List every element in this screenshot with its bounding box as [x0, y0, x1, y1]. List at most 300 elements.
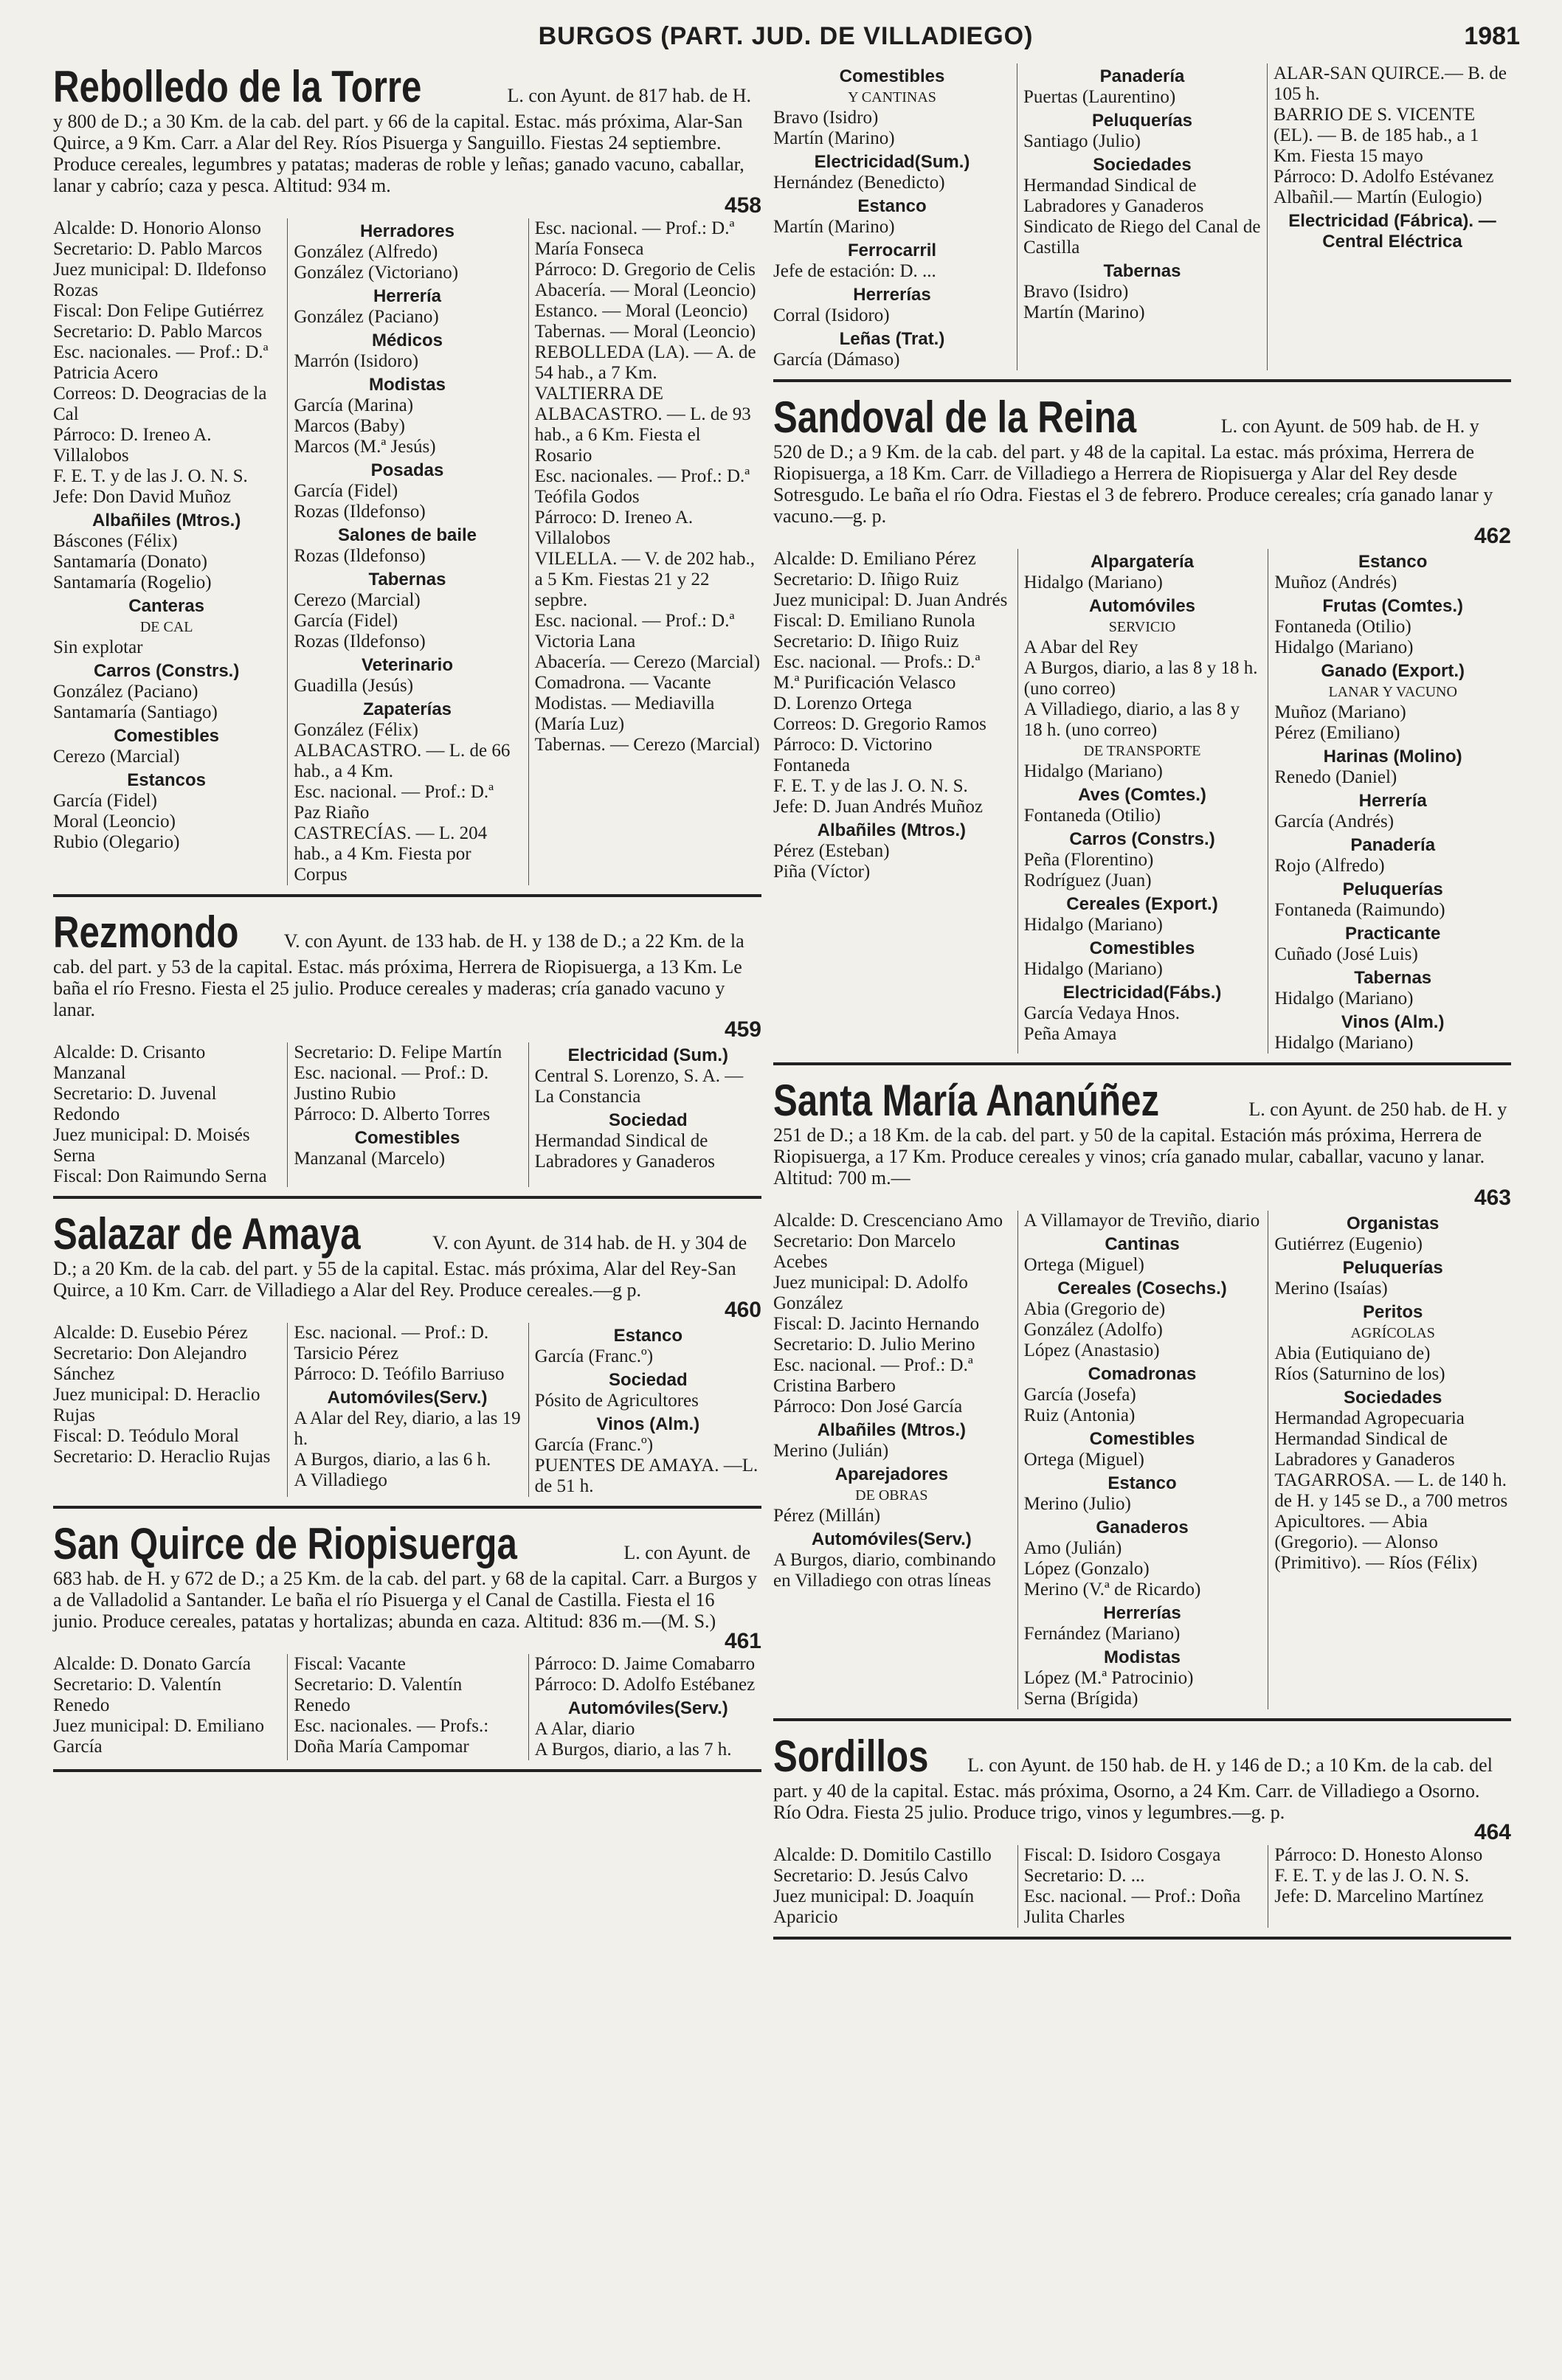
trade-heading: Albañiles (Mtros.)	[817, 1420, 967, 1440]
entry-code: 462	[1473, 524, 1511, 548]
listing-line: González (Victoriano)	[294, 263, 459, 283]
listing-line: Esc. nacional. — Prof.: D. Tarsicio Pérez	[294, 1323, 489, 1363]
entry-header	[773, 1077, 1511, 1189]
listing-line: D. Lorenzo Ortega	[773, 693, 913, 713]
listing-line: Serna (Brígida)	[1023, 1689, 1138, 1709]
listing-line: Secretario: D. Valentín Renedo	[294, 1675, 463, 1715]
town-name: Sordillos	[773, 1732, 929, 1781]
listing-column	[1268, 1211, 1511, 1709]
trade-heading: Electricidad(Fábs.)	[1062, 983, 1222, 1003]
listing-line: Esc. nacional. — Profs.: D.ª M.ª Purificación Velasco	[773, 652, 981, 693]
listing-line: Secretario: D. Valentín Renedo	[53, 1675, 221, 1715]
listing-column	[528, 1323, 761, 1497]
listing-line: Esc. nacional. — Prof.: D.ª Paz Riaño	[294, 782, 494, 823]
listing-line: Jefe: D. Juan Andrés Muñoz	[773, 797, 983, 817]
listing-line: García (Franc.º)	[534, 1435, 654, 1455]
listing-line: Rozas (Ildefonso)	[294, 546, 426, 566]
listing-line: López (M.ª Patrocinio)	[1023, 1668, 1194, 1688]
trade-heading: Tabernas	[1103, 261, 1181, 281]
listing-line: Ortega (Miguel)	[1023, 1255, 1144, 1275]
trade-subheading: LANAR Y VACUNO	[1328, 684, 1457, 700]
listing-line: Fiscal: D. Teódulo Moral	[53, 1426, 239, 1446]
listing-line: Esc. nacionales. — Prof.: D.ª Teófila Godos	[534, 466, 750, 507]
trade-subheading: SERVICIO	[1108, 619, 1176, 635]
trade-heading: Cereales (Cosechs.)	[1057, 1279, 1227, 1298]
listing-line: Rubio (Olegario)	[53, 832, 180, 852]
trade-heading: Comestibles	[839, 66, 945, 86]
listing-line: Corral (Isidoro)	[773, 305, 890, 325]
listing-line: A Burgos, diario, a las 6 h.	[294, 1450, 491, 1470]
town-name: San Quirce de Riopisuerga	[53, 1519, 517, 1568]
listing-column	[773, 1211, 1010, 1709]
listing-column	[1268, 549, 1511, 1054]
trade-heading: Automóviles(Serv.)	[567, 1698, 728, 1718]
listing-line: Correos: D. Deogracias de la Cal	[53, 384, 267, 424]
trade-heading: Ganaderos	[1096, 1518, 1189, 1537]
listing-line: Secretario: D. Iñigo Ruiz	[773, 632, 959, 651]
listing-line: Ríos (Saturnino de los)	[1274, 1364, 1445, 1384]
entry-code: 461	[724, 1629, 761, 1653]
entry-code: 459	[724, 1017, 761, 1042]
entry-columns	[53, 1654, 761, 1760]
listing-line: Juez municipal: D. Emiliano García	[53, 1716, 265, 1757]
listing-line: CASTRECÍAS. — L. 204 hab., a 4 Km. Fiesta por Corpus	[294, 823, 488, 885]
listing-line: Abia (Eutiquiano de)	[1274, 1343, 1431, 1363]
divider	[53, 1196, 761, 1199]
trade-heading: Peluquerías	[1091, 111, 1193, 131]
continued-listing	[773, 63, 1511, 370]
listing-line: A Abar del Rey	[1023, 637, 1138, 657]
trade-heading: Estanco	[1107, 1473, 1177, 1493]
listing-line: Fontaneda (Raimundo)	[1274, 900, 1445, 920]
divider	[773, 1937, 1511, 1940]
listing-line: González (Paciano)	[294, 307, 439, 327]
listing-line: Muñoz (Mariano)	[1274, 702, 1406, 722]
listing-line: Muñoz (Andrés)	[1274, 572, 1397, 592]
town-entry	[53, 63, 761, 897]
listing-line: Secretario: D. Jesús Calvo	[773, 1866, 968, 1886]
trade-heading: Peluquerías	[1342, 879, 1443, 899]
listing-line: Rozas (Ildefonso)	[294, 632, 426, 651]
listing-line: Estanco. — Moral (Leoncio)	[534, 301, 748, 321]
page-header	[52, 22, 1520, 59]
listing-column	[1267, 63, 1511, 370]
listing-line: TAGARROSA. — L. de 140 h. de H. y 145 se D., a 700 metros	[1274, 1470, 1508, 1511]
trade-heading: Sociedades	[1093, 155, 1192, 175]
town-description: L. con Ayunt. de 150 hab. de H. y 146 de D.; a 10 Km. de la cab. del part. y 40 de la capital. Estac. más próxima, Osorno, a 24 Km. Carr. de Villadiego a Osorno. Río Odra. Fiesta 25 julio. Produce trigo, vinos y legumbres.—g. p.	[773, 1754, 1493, 1823]
listing-line: Párroco: D. Adolfo Estébanez	[534, 1675, 756, 1695]
listing-line: Secretario: Don Marcelo Acebes	[773, 1231, 956, 1272]
trade-heading: Cereales (Export.)	[1066, 894, 1218, 914]
trade-heading: Automóviles(Serv.)	[811, 1529, 972, 1549]
listing-column	[1268, 1845, 1511, 1928]
listing-line: Hidalgo (Mariano)	[1023, 915, 1163, 935]
listing-line: Esc. nacional. — Prof.: D.ª Victoria Lana	[534, 611, 735, 651]
trade-heading: Practicante	[1344, 924, 1441, 944]
listing-line: Bravo (Isidro)	[1023, 282, 1129, 302]
listing-line: Esc. nacionales. — Prof.: D.ª Patricia Acero	[53, 342, 269, 383]
listing-line: Juez municipal: D. Heraclio Rujas	[53, 1385, 260, 1425]
listing-line: González (Alfredo)	[294, 242, 438, 262]
listing-column	[528, 1042, 761, 1187]
left-column	[53, 63, 761, 1784]
listing-line: Rodríguez (Juan)	[1023, 871, 1152, 890]
listing-line: Párroco: D. Jaime Comabarro	[534, 1654, 756, 1674]
listing-line: García (Fidel)	[294, 611, 398, 631]
listing-line: Marcos (Baby)	[294, 416, 405, 436]
town-description: L. con Ayunt. de 817 hab. de H. y 800 de D.; a 30 Km. de la cab. del part. y 66 de la capital. Estac. más próxima, Alar-San Quirce, a 9 Km. Carr. a Alar del Rey. Ríos Pisuerga y Sanguillo. Fiestas 24 septiembre. Produce cereales, legumbres y patatas; maderas de roble y leñas; ganado vacuno, caballar, lanar y cabrío; caza y pesca. Altitud: 934 m.	[53, 85, 751, 196]
listing-line: Cerezo (Marcial)	[294, 590, 421, 610]
listing-line: Secretario: Don Alejandro Sánchez	[53, 1343, 247, 1384]
trade-subheading: DE CAL	[139, 619, 193, 635]
trade-heading: Médicos	[371, 331, 443, 350]
trade-heading: Carros (Constrs.)	[1069, 829, 1215, 849]
listing-column	[287, 218, 520, 885]
listing-column	[528, 1654, 761, 1760]
trade-subheading: DE OBRAS	[855, 1487, 928, 1504]
entry-code: 458	[724, 193, 761, 218]
trade-heading: Estanco	[857, 196, 927, 216]
entry-header	[53, 909, 761, 1020]
listing-line: Juez municipal: D. Moisés Serna	[53, 1125, 250, 1166]
listing-line: Hernández (Benedicto)	[773, 173, 945, 193]
listing-line: Bravo (Isidro)	[773, 108, 879, 128]
listing-line: García (Marina)	[294, 395, 414, 415]
trade-heading: Estanco	[1358, 552, 1428, 572]
listing-line: Puertas (Laurentino)	[1023, 87, 1176, 107]
trade-heading: Comestibles	[114, 726, 220, 746]
trade-heading: Zapaterías	[362, 699, 452, 719]
divider	[53, 1506, 761, 1509]
listing-line: Secretario: D. ...	[1023, 1866, 1145, 1886]
listing-line: Esc. nacionales. — Profs.: Doña María Campomar	[294, 1716, 489, 1757]
listing-line: Jefe de estación: D. ...	[773, 261, 936, 281]
listing-line: Albañil.— Martín (Eulogio)	[1274, 187, 1482, 207]
trade-heading: Herrería	[373, 286, 442, 306]
listing-line: Secretario: D. Felipe Martín	[294, 1042, 502, 1062]
town-name: Rebolledo de la Torre	[53, 62, 422, 111]
trade-heading: Automóviles(Serv.)	[327, 1388, 488, 1408]
listing-line: Tabernas. — Moral (Leoncio)	[534, 322, 756, 342]
listing-line: Juez municipal: D. Juan Andrés	[773, 590, 1008, 610]
divider	[53, 894, 761, 897]
listing-line: Abacería. — Moral (Leoncio)	[534, 280, 756, 300]
entry-columns	[53, 1042, 761, 1187]
listing-line: Santamaría (Rogelio)	[53, 572, 212, 592]
listing-line: Fiscal: Don Raimundo Serna	[53, 1166, 267, 1186]
listing-line: PUENTES DE AMAYA. —L. de 51 h.	[534, 1456, 758, 1496]
listing-line: Fernández (Mariano)	[1023, 1624, 1181, 1644]
listing-line: BARRIO DE S. VICENTE (EL). — B. de 185 hab., a 1 Km. Fiesta 15 mayo	[1274, 105, 1479, 166]
listing-line: Jefe: Don David Muñoz	[53, 487, 231, 507]
listing-line: F. E. T. y de las J. O. N. S.	[1274, 1866, 1470, 1886]
listing-line: Fontaneda (Otilio)	[1023, 806, 1161, 826]
listing-line: Juez municipal: D. Ildefonso Rozas	[53, 260, 266, 300]
trade-heading: Panadería	[1350, 835, 1436, 855]
listing-line: Martín (Marino)	[773, 217, 895, 237]
listing-line: García Vedaya Hnos.	[1023, 1003, 1180, 1023]
trade-heading: Comestibles	[354, 1128, 460, 1148]
listing-line: Merino (V.ª de Ricardo)	[1023, 1580, 1201, 1599]
listing-line: Fiscal: D. Jacinto Hernando	[773, 1314, 980, 1334]
listing-line: García (Josefa)	[1023, 1385, 1136, 1405]
trade-heading: Frutas (Comtes.)	[1322, 596, 1464, 616]
listing-line: Amo (Julián)	[1023, 1538, 1122, 1558]
town-name: Santa María Ananúñez	[773, 1076, 1160, 1125]
trade-heading: Veterinario	[361, 655, 454, 675]
entry-header	[773, 394, 1511, 527]
listing-line: ALBACASTRO. — L. de 66 hab., a 4 Km.	[294, 741, 511, 781]
listing-line: García (Dámaso)	[773, 350, 900, 370]
listing-column	[1017, 63, 1261, 370]
page-number: 1981	[1464, 22, 1520, 50]
divider	[773, 1718, 1511, 1721]
listing-line: VILELLA. — V. de 202 hab., a 5 Km. Fiestas 21 y 22 sepbre.	[534, 549, 755, 610]
listing-line: A Villadiego, diario, a las 8 y 18 h. (uno correo)	[1023, 699, 1240, 740]
listing-line: Párroco: D. Victorino Fontaneda	[773, 735, 933, 775]
town-name: Salazar de Amaya	[53, 1209, 361, 1259]
listing-line: Central S. Lorenzo, S. A. — La Constancia	[534, 1066, 744, 1107]
listing-line: Pérez (Millán)	[773, 1506, 881, 1526]
trade-heading: Peluquerías	[1342, 1258, 1443, 1278]
trade-heading: Organistas	[1346, 1214, 1440, 1234]
listing-column	[287, 1323, 520, 1497]
trade-heading: Electricidad (Sum.)	[567, 1045, 729, 1065]
listing-line: A Burgos, diario, a las 8 y 18 h. (uno correo)	[1023, 658, 1258, 699]
listing-line: Párroco: D. Adolfo Estévanez	[1274, 167, 1494, 187]
listing-line: Sindicato de Riego del Canal de Castilla	[1023, 217, 1261, 257]
trade-heading: Comestibles	[1089, 1429, 1195, 1449]
listing-line: González (Paciano)	[53, 682, 198, 702]
listing-line: Alcalde: D. Domitilo Castillo	[773, 1845, 992, 1865]
listing-line: García (Franc.º)	[534, 1346, 654, 1366]
listing-line: Merino (Isaías)	[1274, 1279, 1388, 1298]
running-title: BURGOS (PART. JUD. DE VILLADIEGO)	[538, 22, 1034, 50]
listing-line: Hermandad Sindical de Labradores y Ganaderos	[1274, 1429, 1455, 1470]
listing-line: F. E. T. y de las J. O. N. S.	[773, 776, 968, 796]
listing-column	[773, 549, 1010, 1054]
listing-line: Secretario: D. Iñigo Ruiz	[773, 570, 959, 589]
listing-line: García (Fidel)	[53, 791, 157, 811]
entry-code: 460	[724, 1298, 761, 1322]
trade-heading: Canteras	[128, 596, 205, 616]
entry-columns	[773, 1211, 1511, 1709]
listing-line: Hermandad Sindical de Labradores y Ganaderos	[1023, 176, 1204, 216]
entry-columns	[53, 1323, 761, 1497]
trade-heading: Albañiles (Mtros.)	[91, 511, 241, 530]
trade-heading: Comestibles	[1089, 938, 1195, 958]
listing-column	[1017, 1845, 1261, 1928]
trade-heading: Modistas	[1104, 1647, 1181, 1667]
listing-column	[287, 1042, 520, 1187]
divider	[773, 1062, 1511, 1065]
listing-line: Alcalde: D. Honorio Alonso	[53, 218, 261, 238]
trade-heading: Electricidad (Fábrica). — Central Eléctrica	[1288, 211, 1496, 252]
listing-line: Alcalde: D. Donato García	[53, 1654, 251, 1674]
listing-column	[53, 218, 280, 885]
town-entry	[773, 1077, 1511, 1721]
town-entry	[773, 394, 1511, 1065]
listing-column	[287, 1654, 520, 1760]
listing-line: Secretario: D. Pablo Marcos	[53, 322, 263, 342]
listing-line: Esc. nacional. — Prof.: D.ª Cristina Barbero	[773, 1355, 973, 1396]
listing-line: Hidalgo (Mariano)	[1274, 1033, 1414, 1053]
trade-heading: Leñas (Trat.)	[839, 329, 945, 349]
trade-heading: Alpargatería	[1090, 552, 1195, 572]
trade-heading: Comadronas	[1088, 1364, 1197, 1384]
listing-line: Jefe: D. Marcelino Martínez	[1274, 1886, 1484, 1906]
listing-column	[1017, 1211, 1261, 1709]
listing-line: Fiscal: D. Emiliano Runola	[773, 611, 975, 631]
listing-line: Párroco: D. Ireneo A. Villalobos	[53, 425, 212, 466]
listing-line: Rojo (Alfredo)	[1274, 856, 1385, 876]
listing-line: Párroco: D. Alberto Torres	[294, 1104, 491, 1124]
trade-heading: Herrerías	[853, 285, 931, 305]
trade-subheading: DE TRANSPORTE	[1083, 743, 1201, 759]
trade-heading: Peritos	[1362, 1302, 1423, 1322]
trade-heading: Herrerías	[1103, 1603, 1181, 1623]
listing-line: González (Félix)	[294, 720, 419, 740]
entry-columns	[53, 218, 761, 885]
listing-line: Gutiérrez (Eugenio)	[1274, 1234, 1423, 1254]
listing-line: Cerezo (Marcial)	[53, 747, 180, 767]
listing-line: Comadrona. — Vacante	[534, 673, 711, 693]
entry-header	[53, 63, 761, 196]
listing-line: REBOLLEDA (LA). — A. de 54 hab., a 7 Km.	[534, 342, 756, 383]
entry-header	[53, 1521, 761, 1632]
listing-line: A Villamayor de Treviño, diario	[1023, 1211, 1260, 1231]
listing-line: Moral (Leoncio)	[53, 812, 176, 831]
listing-line: Hidalgo (Mariano)	[1023, 761, 1163, 781]
listing-line: Ruiz (Antonia)	[1023, 1405, 1136, 1425]
listing-line: Cuñado (José Luis)	[1274, 944, 1418, 964]
entry-header	[53, 1211, 761, 1301]
listing-line: López (Anastasio)	[1023, 1341, 1160, 1360]
trade-heading: Sociedad	[608, 1370, 688, 1390]
listing-line: Manzanal (Marcelo)	[294, 1149, 446, 1169]
listing-line: Tabernas. — Cerezo (Marcial)	[534, 735, 760, 755]
entry-code: 463	[1473, 1186, 1511, 1210]
town-name: Rezmondo	[53, 907, 239, 957]
listing-line: Alcalde: D. Crisanto Manzanal	[53, 1042, 206, 1083]
trade-heading: Herradores	[359, 221, 455, 241]
town-entry	[53, 909, 761, 1199]
listing-line: Martín (Marino)	[1023, 302, 1145, 322]
divider	[53, 1769, 761, 1772]
listing-line: Santamaría (Donato)	[53, 552, 207, 572]
listing-line: Marcos (M.ª Jesús)	[294, 437, 436, 457]
listing-column	[53, 1654, 280, 1760]
listing-line: Merino (Julián)	[773, 1441, 889, 1461]
listing-line: VALTIERRA DE ALBACASTRO. — L. de 93 hab., a 6 Km. Fiesta el Rosario	[534, 384, 751, 466]
listing-line: Hermandad Sindical de Labradores y Ganaderos	[534, 1131, 715, 1172]
listing-line: Marrón (Isidoro)	[294, 351, 419, 371]
listing-line: Párroco: D. Gregorio de Celis	[534, 260, 756, 280]
listing-line: Juez municipal: D. Joaquín Aparicio	[773, 1886, 975, 1927]
listing-line: Alcalde: D. Emiliano Pérez	[773, 549, 976, 569]
listing-line: Santiago (Julio)	[1023, 131, 1141, 151]
listing-line: Pérez (Emiliano)	[1274, 723, 1400, 743]
listing-line: García (Andrés)	[1274, 812, 1395, 831]
trade-heading: Carros (Constrs.)	[93, 661, 240, 681]
listing-line: Abia (Gregorio de)	[1023, 1299, 1166, 1319]
listing-line: Secretario: D. Julio Merino	[773, 1335, 975, 1355]
listing-line: Correos: D. Gregorio Ramos	[773, 714, 986, 734]
listing-line: Pósito de Agricultores	[534, 1391, 699, 1411]
right-column	[773, 63, 1511, 1951]
trade-heading: Aves (Comtes.)	[1078, 785, 1206, 805]
listing-line: A Alar, diario	[534, 1719, 635, 1739]
listing-line: Alcalde: D. Crescenciano Amo	[773, 1211, 1003, 1231]
listing-line: Secretario: D. Heraclio Rujas	[53, 1447, 271, 1467]
listing-line: F. E. T. y de las J. O. N. S.	[53, 466, 248, 486]
listing-line: Alcalde: D. Eusebio Pérez	[53, 1323, 248, 1343]
trade-heading: Estanco	[613, 1326, 682, 1346]
listing-line: Báscones (Félix)	[53, 531, 178, 551]
town-entry	[773, 1733, 1511, 1940]
listing-line: Martín (Marino)	[773, 128, 895, 148]
listing-line: Pérez (Esteban)	[773, 841, 890, 861]
trade-heading: Automóviles	[1088, 596, 1196, 616]
trade-heading: Panadería	[1099, 66, 1185, 86]
entry-code: 464	[1473, 1820, 1511, 1844]
trade-heading: Tabernas	[368, 570, 446, 589]
trade-heading: Tabernas	[1354, 968, 1432, 988]
trade-heading: Herrería	[1358, 791, 1427, 811]
town-description: V. con Ayunt. de 133 hab. de H. y 138 de D.; a 22 Km. de la cab. del part. y 53 de la capital. Estac. más próxima, Herrera de Riopisuerga, a 13 Km. Le baña el río Fresno. Fiesta el 25 julio. Produce cereales y maderas; cría ganado vacuno y lanar.	[53, 930, 744, 1020]
listing-line: Hidalgo (Mariano)	[1023, 959, 1163, 979]
trade-heading: Vinos (Alm.)	[596, 1414, 700, 1434]
trade-heading: Salones de baile	[337, 525, 477, 545]
listing-column	[773, 63, 1011, 370]
listing-line: Peña (Florentino)	[1023, 850, 1154, 870]
trade-heading: Sociedad	[608, 1110, 688, 1130]
listing-line: Fontaneda (Otilio)	[1274, 617, 1411, 637]
town-description: L. con Ayunt. de 683 hab. de H. y 672 de D.; a 25 Km. de la cab. del part. y 68 de la capital. Carr. a Burgos y a de Valladolid a Santander. Le baña el río Pisuerga y el Canal de Castilla. Fiesta el 16 junio. Produce cereales, patatas y hortalizas; abunda en caza. Altitud: 836 m.—(M. S.)	[53, 1542, 758, 1632]
entry-columns	[773, 1845, 1511, 1928]
listing-line: A Alar del Rey, diario, a las 19 h.	[294, 1408, 521, 1449]
listing-line: Hidalgo (Mariano)	[1023, 572, 1163, 592]
trade-heading: Modistas	[368, 375, 446, 395]
listing-line: Juez municipal: D. Adolfo González	[773, 1273, 968, 1313]
listing-line: Esc. nacional. — Prof.: Doña Julita Charles	[1023, 1886, 1241, 1927]
listing-line: Santamaría (Santiago)	[53, 702, 218, 722]
listing-line: Secretario: D. Pablo Marcos	[53, 239, 263, 259]
listing-line: A Burgos, diario, combinando en Villadiego con otras líneas	[773, 1550, 996, 1591]
trade-heading: Aparejadores	[834, 1464, 949, 1484]
listing-line: Merino (Julio)	[1023, 1494, 1131, 1514]
listing-line: Peña Amaya	[1023, 1024, 1117, 1044]
town-entry	[53, 1211, 761, 1509]
trade-heading: Harinas (Molino)	[1323, 747, 1462, 767]
town-description: V. con Ayunt. de 314 hab. de H. y 304 de D.; a 20 Km. de la cab. del part. y 55 de la capital. Estac. más próxima, Alar del Rey-San Quirce, a 10 Km. Carr. de Villadiego a Alar del Rey. Produce cereales.—g p.	[53, 1232, 747, 1301]
listing-line: Hidalgo (Mariano)	[1274, 637, 1414, 657]
listing-line: ALAR-SAN QUIRCE.— B. de 105 h.	[1274, 63, 1507, 104]
listing-line: García (Fidel)	[294, 481, 398, 501]
trade-heading: Cantinas	[1105, 1234, 1180, 1254]
listing-line: Párroco: D. Teófilo Barriuso	[294, 1364, 505, 1384]
trade-heading: Ferrocarril	[847, 241, 937, 260]
listing-line: Ortega (Miguel)	[1023, 1450, 1144, 1470]
trade-heading: Posadas	[370, 460, 444, 480]
listing-line: Modistas. — Mediavilla (María Luz)	[534, 693, 715, 734]
listing-line: Rozas (Ildefonso)	[294, 502, 426, 522]
listing-line: Renedo (Daniel)	[1274, 767, 1397, 787]
listing-line: Fiscal: D. Isidoro Cosgaya	[1023, 1845, 1221, 1865]
listing-line: González (Adolfo)	[1023, 1320, 1163, 1340]
listing-line: A Burgos, diario, a las 7 h.	[534, 1740, 732, 1760]
town-description: L. con Ayunt. de 250 hab. de H. y 251 de D.; a 18 Km. de la cab. del part. y 50 de la capital. Estación más próxima, Herrera de Riopisuerga, a 17 Km. Produce cereales y vinos; cría ganado mular, caballar, vacuno y lanar. Altitud: 700 m.—	[773, 1099, 1507, 1189]
